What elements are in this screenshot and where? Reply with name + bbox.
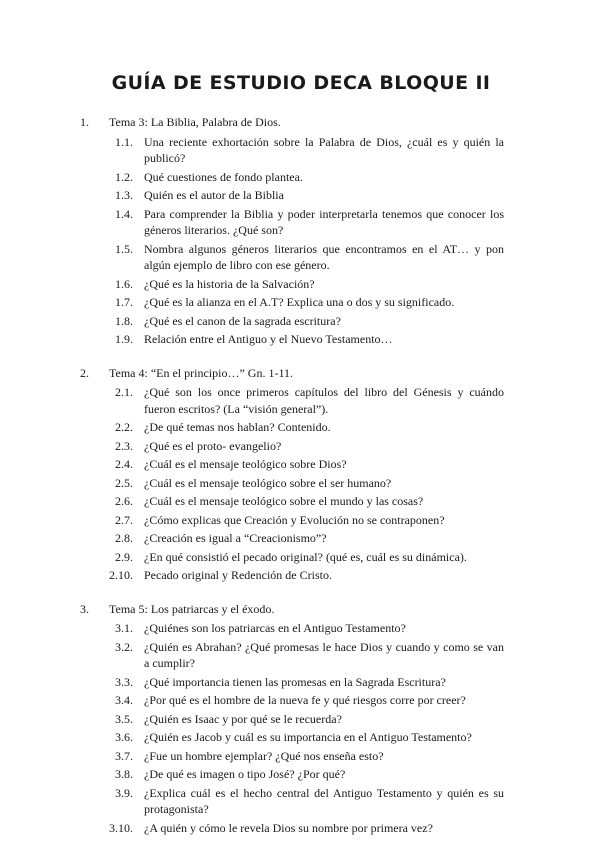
question-text: ¿Creación es igual a “Creacionismo”? bbox=[144, 531, 327, 545]
section-title: Tema 3: La Biblia, Palabra de Dios. bbox=[109, 115, 281, 129]
question-text: Quién es el autor de la Biblia bbox=[144, 188, 284, 202]
question-text: ¿Fue un hombre ejemplar? ¿Qué nos enseña esto? bbox=[144, 748, 384, 763]
question-number: 2.8. bbox=[115, 531, 133, 545]
question-text: ¿Qué es la historia de la Salvación? bbox=[144, 276, 315, 291]
question-item bbox=[80, 241, 504, 274]
question-number: 1.7. bbox=[115, 295, 133, 309]
section-title: Tema 5: Los patriarcas y el éxodo. bbox=[109, 601, 275, 616]
study-section bbox=[80, 601, 504, 837]
question-text: Relación entre el Antiguo y el Nuevo Testamento… bbox=[144, 332, 393, 346]
question-text: ¿Quiénes son los patriarcas en el Antiguo Testamento? bbox=[144, 621, 406, 635]
question-text: ¿Qué son los once primeros capítulos del libro del Génesis y cuándo fueron escritos? (La “visión general”). bbox=[144, 385, 504, 416]
question-item bbox=[80, 567, 504, 584]
question-item bbox=[80, 785, 504, 818]
section-list bbox=[80, 114, 504, 836]
question-item bbox=[80, 169, 504, 186]
question-text: ¿Qué es la alianza en el A.T? Explica una o dos y su significado. bbox=[144, 295, 455, 309]
question-number: 1.3. bbox=[115, 188, 133, 202]
question-number: 3.1. bbox=[115, 621, 133, 635]
question-number: 3.10. bbox=[109, 820, 133, 835]
question-item bbox=[80, 692, 504, 709]
question-item bbox=[80, 456, 504, 473]
question-number: 2.7. bbox=[115, 512, 133, 527]
question-number: 1.5. bbox=[115, 241, 133, 256]
question-item bbox=[80, 711, 504, 728]
question-text: ¿Cómo explicas que Creación y Evolución no se contraponen? bbox=[144, 512, 445, 527]
question-text: ¿Explica cuál es el hecho central del Antiguo Testamento y quién es su protagonista? bbox=[144, 785, 504, 816]
study-section bbox=[80, 114, 504, 348]
question-text: ¿De qué temas nos hablan? Contenido. bbox=[144, 420, 331, 434]
question-number: 3.2. bbox=[115, 639, 133, 654]
question-number: 3.6. bbox=[115, 730, 133, 744]
question-number: 2.10. bbox=[109, 568, 133, 582]
question-text: ¿Quién es Jacob y cuál es su importancia en el Antiguo Testamento? bbox=[144, 730, 472, 744]
question-number: 2.3. bbox=[115, 438, 133, 453]
question-number: 3.8. bbox=[115, 767, 133, 781]
question-item bbox=[80, 475, 504, 492]
question-text: Una reciente exhortación sobre la Palabra de Dios, ¿cuál es y quién la publicó? bbox=[144, 134, 504, 165]
question-text: Nombra algunos géneros literarios que encontramos en el AT… y pon algún ejemplo de libro con ese género. bbox=[144, 241, 504, 272]
question-number: 2.4. bbox=[115, 457, 133, 471]
question-text: ¿Qué importancia tienen las promesas en la Sagrada Escritura? bbox=[144, 674, 446, 689]
question-text: Pecado original y Redención de Cristo. bbox=[144, 568, 332, 582]
question-item bbox=[80, 549, 504, 566]
question-item bbox=[80, 639, 504, 672]
question-number: 3.5. bbox=[115, 711, 133, 726]
question-text: ¿Quién es Abrahan? ¿Qué promesas le hace Dios y cuando y como se van a cumplir? bbox=[144, 639, 504, 670]
question-item bbox=[80, 276, 504, 293]
question-number: 1.6. bbox=[115, 276, 133, 291]
document-title: GUÍA DE ESTUDIO DECA BLOQUE II bbox=[111, 72, 491, 94]
section-heading bbox=[80, 114, 504, 131]
question-number: 2.2. bbox=[115, 420, 133, 434]
question-number: 2.1. bbox=[115, 385, 133, 399]
section-heading bbox=[80, 365, 504, 382]
question-item bbox=[80, 419, 504, 436]
question-text: ¿Cuál es el mensaje teológico sobre el ser humano? bbox=[144, 475, 392, 490]
question-text: ¿Por qué es el hombre de la nueva fe y qué riesgos corre por creer? bbox=[144, 693, 466, 707]
question-number: 3.7. bbox=[115, 748, 133, 763]
question-number: 3.3. bbox=[115, 674, 133, 689]
question-text: ¿Cuál es el mensaje teológico sobre Dios? bbox=[144, 457, 347, 471]
question-text: ¿Qué es el canon de la sagrada escritura? bbox=[144, 313, 341, 328]
section-number: 2. bbox=[80, 365, 89, 380]
question-item bbox=[80, 384, 504, 417]
question-item bbox=[80, 620, 504, 637]
question-item bbox=[80, 187, 504, 204]
question-text: ¿Cuál es el mensaje teológico sobre el mundo y las cosas? bbox=[144, 494, 424, 508]
question-number: 3.9. bbox=[115, 785, 133, 800]
question-number: 1.1. bbox=[115, 134, 133, 149]
section-title: Tema 4: “En el principio…” Gn. 1-11. bbox=[109, 365, 293, 380]
question-item bbox=[80, 493, 504, 510]
question-item bbox=[80, 674, 504, 691]
question-item bbox=[80, 438, 504, 455]
question-number: 3.4. bbox=[115, 693, 133, 707]
question-text: ¿Qué es el proto- evangelio? bbox=[144, 438, 282, 453]
question-number: 1.4. bbox=[115, 206, 133, 221]
question-item bbox=[80, 729, 504, 746]
study-section bbox=[80, 365, 504, 584]
question-item bbox=[80, 512, 504, 529]
question-item bbox=[80, 820, 504, 837]
question-item bbox=[80, 206, 504, 239]
section-number: 3. bbox=[80, 601, 89, 616]
question-item bbox=[80, 294, 504, 311]
question-text: ¿A quién y cómo le revela Dios su nombre por primera vez? bbox=[144, 820, 433, 835]
section-heading bbox=[80, 601, 504, 618]
question-text: Qué cuestiones de fondo plantea. bbox=[144, 169, 303, 184]
question-number: 1.8. bbox=[115, 313, 133, 328]
question-text: ¿Quién es Isaac y por qué se le recuerda? bbox=[144, 711, 342, 726]
question-number: 2.9. bbox=[115, 549, 133, 564]
question-item bbox=[80, 331, 504, 348]
question-text: Para comprender la Biblia y poder interpretarla tenemos que conocer los géneros literarios. ¿Qué son? bbox=[144, 206, 504, 237]
question-text: ¿En qué consistió el pecado original? (qué es, cuál es su dinámica). bbox=[144, 549, 467, 564]
question-number: 1.2. bbox=[115, 169, 133, 184]
question-item bbox=[80, 766, 504, 783]
question-item bbox=[80, 530, 504, 547]
question-item bbox=[80, 134, 504, 167]
question-item bbox=[80, 748, 504, 765]
question-number: 2.6. bbox=[115, 494, 133, 508]
question-item bbox=[80, 313, 504, 330]
question-number: 2.5. bbox=[115, 475, 133, 490]
question-number: 1.9. bbox=[115, 332, 133, 346]
question-text: ¿De qué es imagen o tipo José? ¿Por qué? bbox=[144, 767, 346, 781]
section-number: 1. bbox=[80, 115, 89, 129]
